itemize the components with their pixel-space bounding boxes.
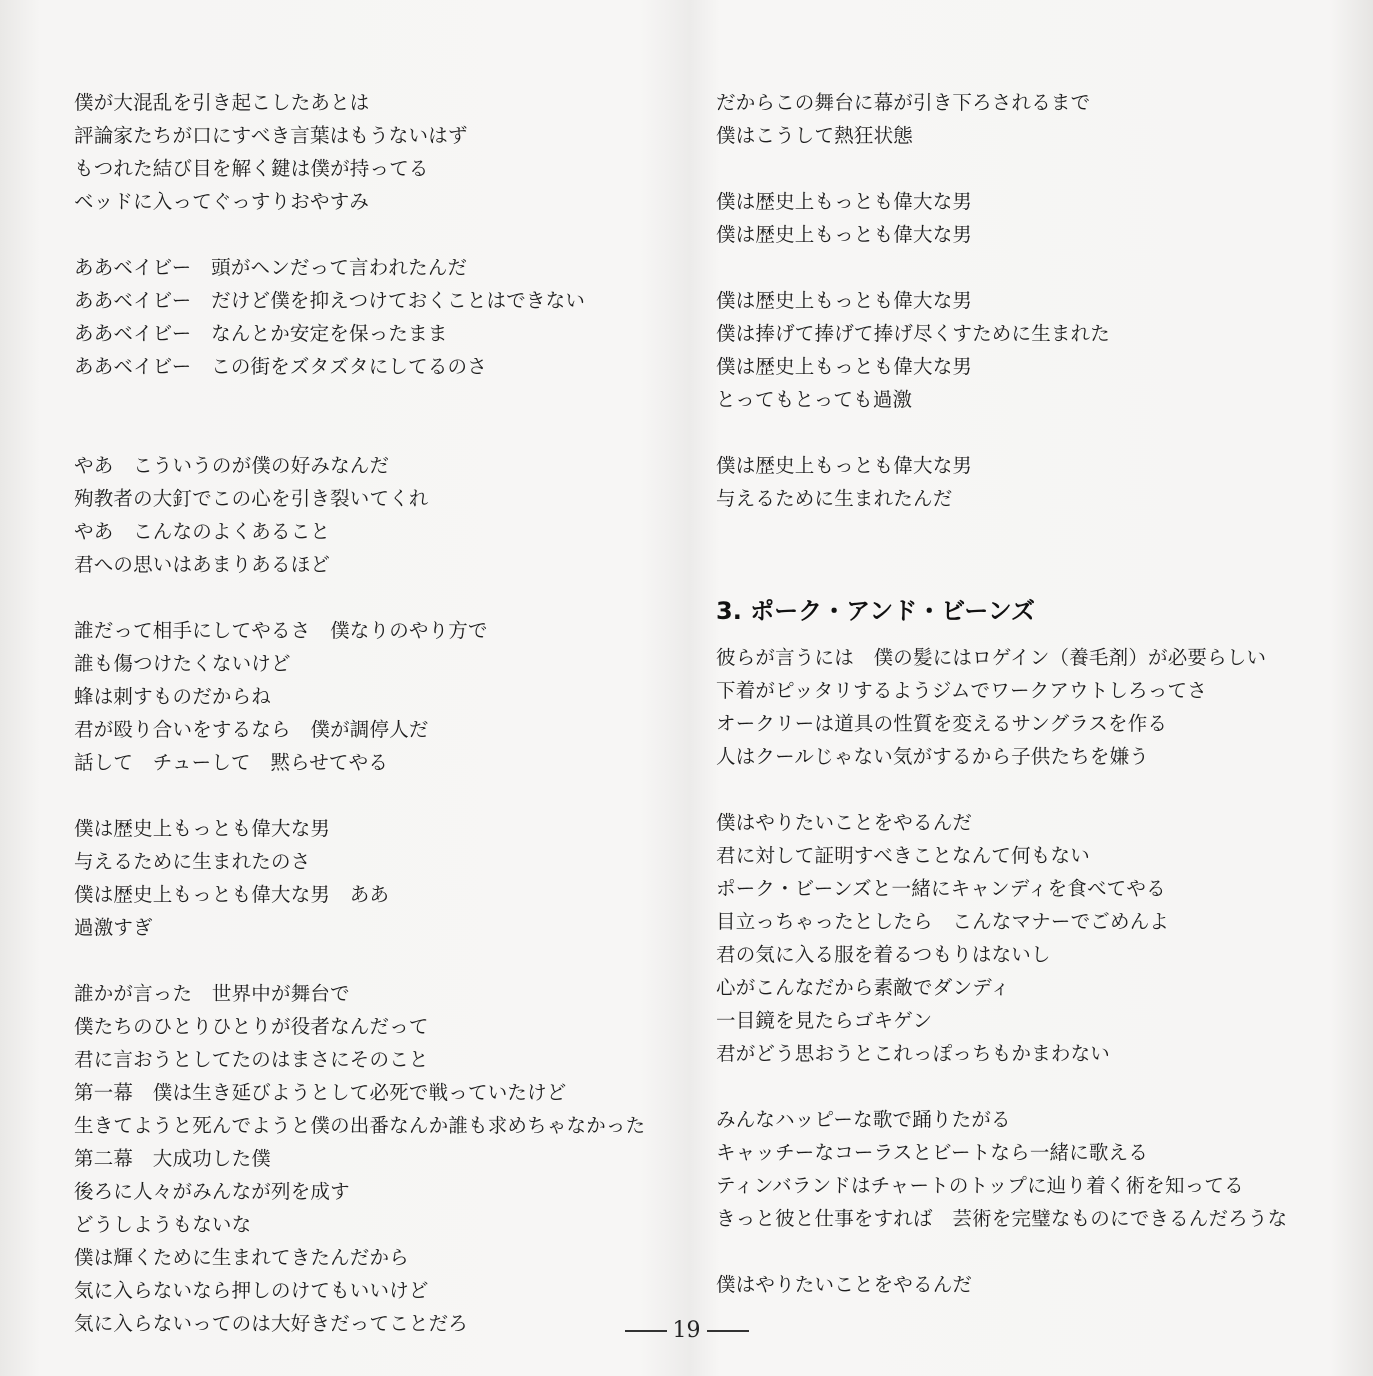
lyric-line: 一目鏡を見たらゴキゲン xyxy=(716,1009,933,1032)
lyric-line: ああベイビー なんとか安定を保ったまま xyxy=(74,322,448,345)
lyric-line: 僕が大混乱を引き起こしたあとは xyxy=(74,91,370,114)
lyric-line: ああベイビー 頭がヘンだって言われたんだ xyxy=(74,256,468,279)
lyric-line: オークリーは道具の性質を変えるサングラスを作る xyxy=(716,712,1168,735)
lyric-line: ポーク・ビーンズと一緒にキャンディを食べてやる xyxy=(716,877,1166,900)
lyric-line: 僕はこうして熱狂状態 xyxy=(716,124,914,147)
lyric-line: ベッドに入ってぐっすりおやすみ xyxy=(74,190,370,213)
lyric-line: ああベイビー この街をズタズタにしてるのさ xyxy=(74,355,487,378)
lyric-line: 僕たちのひとりひとりが役者なんだって xyxy=(74,1015,429,1038)
footer-dash-right xyxy=(707,1330,749,1332)
lyric-line: どうしようもないな xyxy=(74,1213,252,1236)
lyric-line: 心がこんなだから素敵でダンディ xyxy=(716,976,1011,999)
lyric-line: やあ こういうのが僕の好みなんだ xyxy=(74,454,390,477)
right-lyrics-bottom xyxy=(716,641,1336,1301)
lyric-line: 第二幕 大成功した僕 xyxy=(74,1147,272,1170)
lyric-line: 僕は歴史上もっとも偉大な男 ああ xyxy=(74,883,390,906)
lyric-line: 僕は輝くために生まれてきたんだから xyxy=(74,1246,409,1269)
lyric-line: 僕はやりたいことをやるんだ xyxy=(716,811,973,834)
lyric-line: キャッチーなコーラスとビートなら一緒に歌える xyxy=(716,1141,1149,1164)
lyric-line: 話して チューして 黙らせてやる xyxy=(74,751,389,774)
lyric-line: だからこの舞台に幕が引き下ろされるまで xyxy=(716,91,1091,114)
lyric-line: 君の気に入る服を着るつもりはないし xyxy=(716,943,1051,966)
stanza-gap xyxy=(716,416,1336,449)
lyric-line: ティンバランドはチャートのトップに辿り着く術を知ってる xyxy=(716,1174,1244,1197)
left-lyrics-column xyxy=(74,86,694,1340)
stanza-gap xyxy=(74,218,694,251)
lyric-line: もつれた結び目を解く鍵は僕が持ってる xyxy=(74,157,429,180)
right-lyrics-top xyxy=(716,86,1336,515)
lyric-line: 後ろに人々がみんなが列を成す xyxy=(74,1180,350,1203)
lyric-line: やあ こんなのよくあること xyxy=(74,520,331,543)
lyric-line: 誰も傷つけたくないけど xyxy=(74,652,291,675)
lyric-line: 君に対して証明すべきことなんて何もない xyxy=(716,844,1090,867)
lyric-line: 僕は歴史上もっとも偉大な男 xyxy=(716,223,973,246)
right-lyrics-column xyxy=(716,86,1336,1301)
lyric-line: 君がどう思おうとこれっぽっちもかまわない xyxy=(716,1042,1111,1065)
lyric-line: 蜂は刺すものだからね xyxy=(74,685,272,708)
lyric-line: 僕はやりたいことをやるんだ xyxy=(716,1273,973,1296)
stanza-gap xyxy=(74,383,694,416)
lyric-line: 目立っちゃったとしたら こんなマナーでごめんよ xyxy=(716,910,1170,933)
lyric-line: 第一幕 僕は生き延びようとして必死で戦っていたけど xyxy=(74,1081,567,1104)
lyric-line: 僕は捧げて捧げて捧げ尽くすために生まれた xyxy=(716,322,1111,345)
page-footer xyxy=(0,1318,1373,1343)
lyric-line: 下着がピッタリするようジムでワークアウトしろってさ xyxy=(716,679,1207,702)
lyric-line: 生きてようと死んでようと僕の出番なんか誰も求めちゃなかった xyxy=(74,1114,646,1137)
lyric-line: 君への思いはあまりあるほど xyxy=(74,553,331,576)
lyric-line: 誰だって相手にしてやるさ 僕なりのやり方で xyxy=(74,619,488,642)
lyric-line: 殉教者の大釘でこの心を引き裂いてくれ xyxy=(74,487,429,510)
lyric-line: 僕は歴史上もっとも偉大な男 xyxy=(716,289,973,312)
lyric-line: みんなハッピーな歌で踊りたがる xyxy=(716,1108,1011,1131)
lyric-line: 与えるために生まれたのさ xyxy=(74,850,311,873)
page-number: 19 xyxy=(672,1318,701,1343)
stanza-gap xyxy=(716,1070,1336,1103)
stanza-gap xyxy=(74,416,694,449)
lyric-line: 君が殴り合いをするなら 僕が調停人だ xyxy=(74,718,429,741)
stanza-gap xyxy=(716,773,1336,806)
lyric-line: 僕は歴史上もっとも偉大な男 xyxy=(74,817,331,840)
lyric-line: 人はクールじゃない気がするから子供たちを嫌う xyxy=(716,745,1150,768)
lyric-line: 誰かが言った 世界中が舞台で xyxy=(74,982,350,1005)
lyric-line: 過激すぎ xyxy=(74,916,153,939)
stanza-gap xyxy=(74,944,694,977)
spacer xyxy=(716,515,1336,581)
lyric-line: ああベイビー だけど僕を抑えつけておくことはできない xyxy=(74,289,586,312)
lyric-line: 気に入らないなら押しのけてもいいけど xyxy=(74,1279,429,1302)
lyric-line: 君に言おうとしてたのはまさにそのこと xyxy=(74,1048,429,1071)
stanza-gap xyxy=(74,779,694,812)
lyric-line: 彼らが言うには 僕の髪にはロゲイン（養毛剤）が必要らしい xyxy=(716,646,1267,669)
footer-dash-left xyxy=(625,1330,667,1332)
lyric-line: とってもとっても過激 xyxy=(716,388,913,411)
lyric-line: 評論家たちが口にすべき言葉はもうないはず xyxy=(74,124,468,147)
stanza-gap xyxy=(716,1235,1336,1268)
lyric-line: 気に入らないってのは大好きだってことだろ xyxy=(74,1312,469,1335)
stanza-gap xyxy=(716,152,1336,185)
lyric-line: 僕は歴史上もっとも偉大な男 xyxy=(716,355,973,378)
lyric-line: 僕は歴史上もっとも偉大な男 xyxy=(716,190,973,213)
stanza-gap xyxy=(716,251,1336,284)
lyric-line: 与えるために生まれたんだ xyxy=(716,487,953,510)
lyric-line: 僕は歴史上もっとも偉大な男 xyxy=(716,454,973,477)
lyric-line: きっと彼と仕事をすれば 芸術を完璧なものにできるんだろうな xyxy=(716,1207,1288,1230)
stanza-gap xyxy=(74,581,694,614)
section-title: 3. ポーク・アンド・ビーンズ xyxy=(716,597,1036,625)
